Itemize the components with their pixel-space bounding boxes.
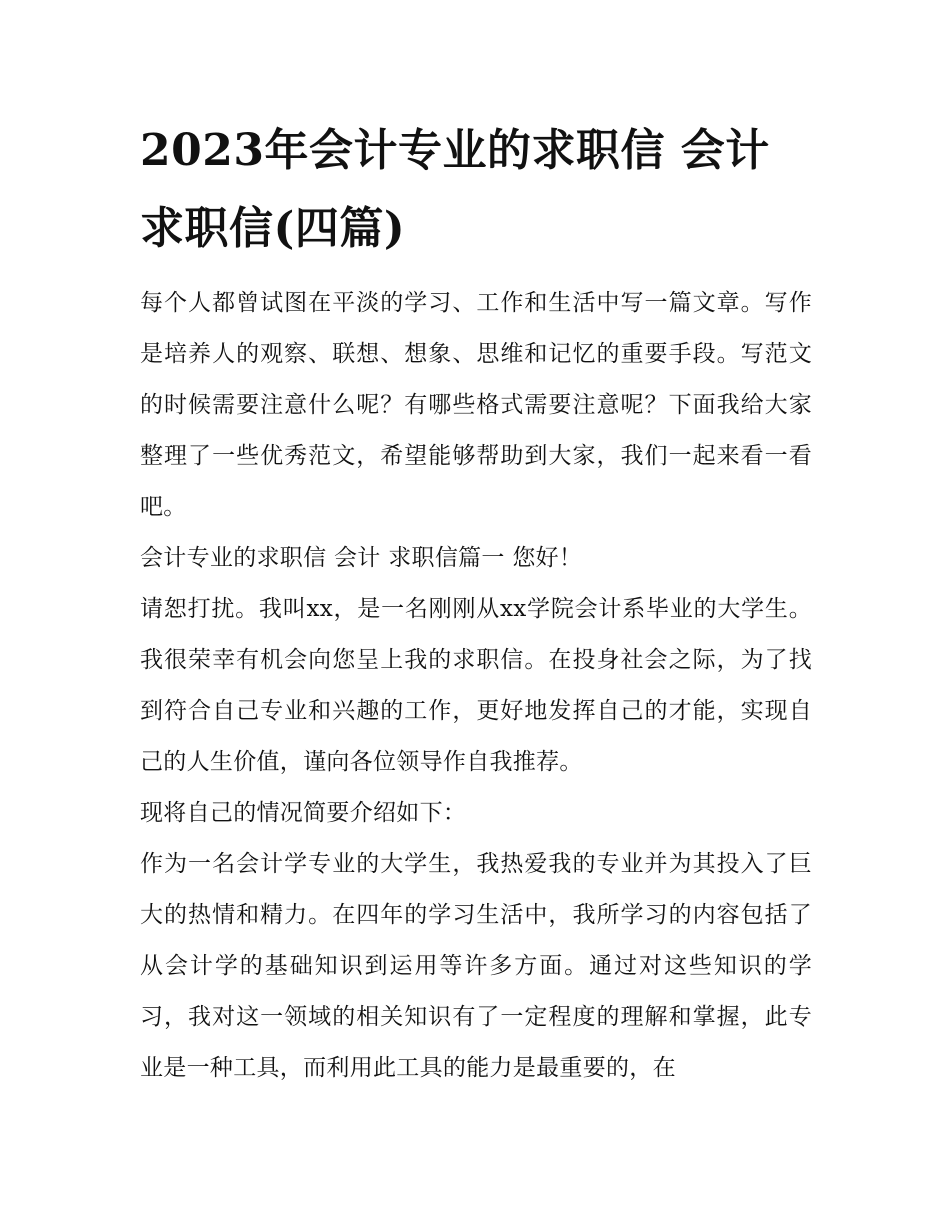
letter-paragraph: 请恕打扰。我叫xx，是一名刚刚从xx学院会计系毕业的大学生。我很荣幸有机会向您呈上我的求职信。在投身社会之际，为了找到符合自己专业和兴趣的工作，更好地发挥自己的才能，实现自己的人生价值，谨向各位领导作自我推荐。 bbox=[140, 596, 812, 775]
document-title: 2023年会计专业的求职信 会计 求职信(四篇) bbox=[140, 125, 770, 254]
letter-paragraph: 作为一名会计学专业的大学生，我热爱我的专业并为其投入了巨大的热情和精力。在四年的学习生活中，我所学习的内容包括了从会计学的基础知识到运用等许多方面。通过对这些知识的学习，我对这一领域的相关知识有了一定程度的理解和掌握，此专业是一种工具，而利用此工具的能力是最重要的，在 bbox=[140, 851, 812, 1081]
document-content bbox=[140, 112, 812, 1094]
letter-paragraph: 现将自己的情况简要介绍如下： bbox=[140, 800, 467, 826]
letter-heading: 会计专业的求职信 会计 求职信篇一 您好！ bbox=[140, 545, 583, 571]
intro-paragraph: 每个人都曾试图在平淡的学习、工作和生活中写一篇文章。写作是培养人的观察、联想、想象、思维和记忆的重要手段。写范文的时候需要注意什么呢？有哪些格式需要注意呢？下面我给大家整理了一些优秀范文，希望能够帮助到大家，我们一起来看一看吧。 bbox=[140, 290, 812, 520]
